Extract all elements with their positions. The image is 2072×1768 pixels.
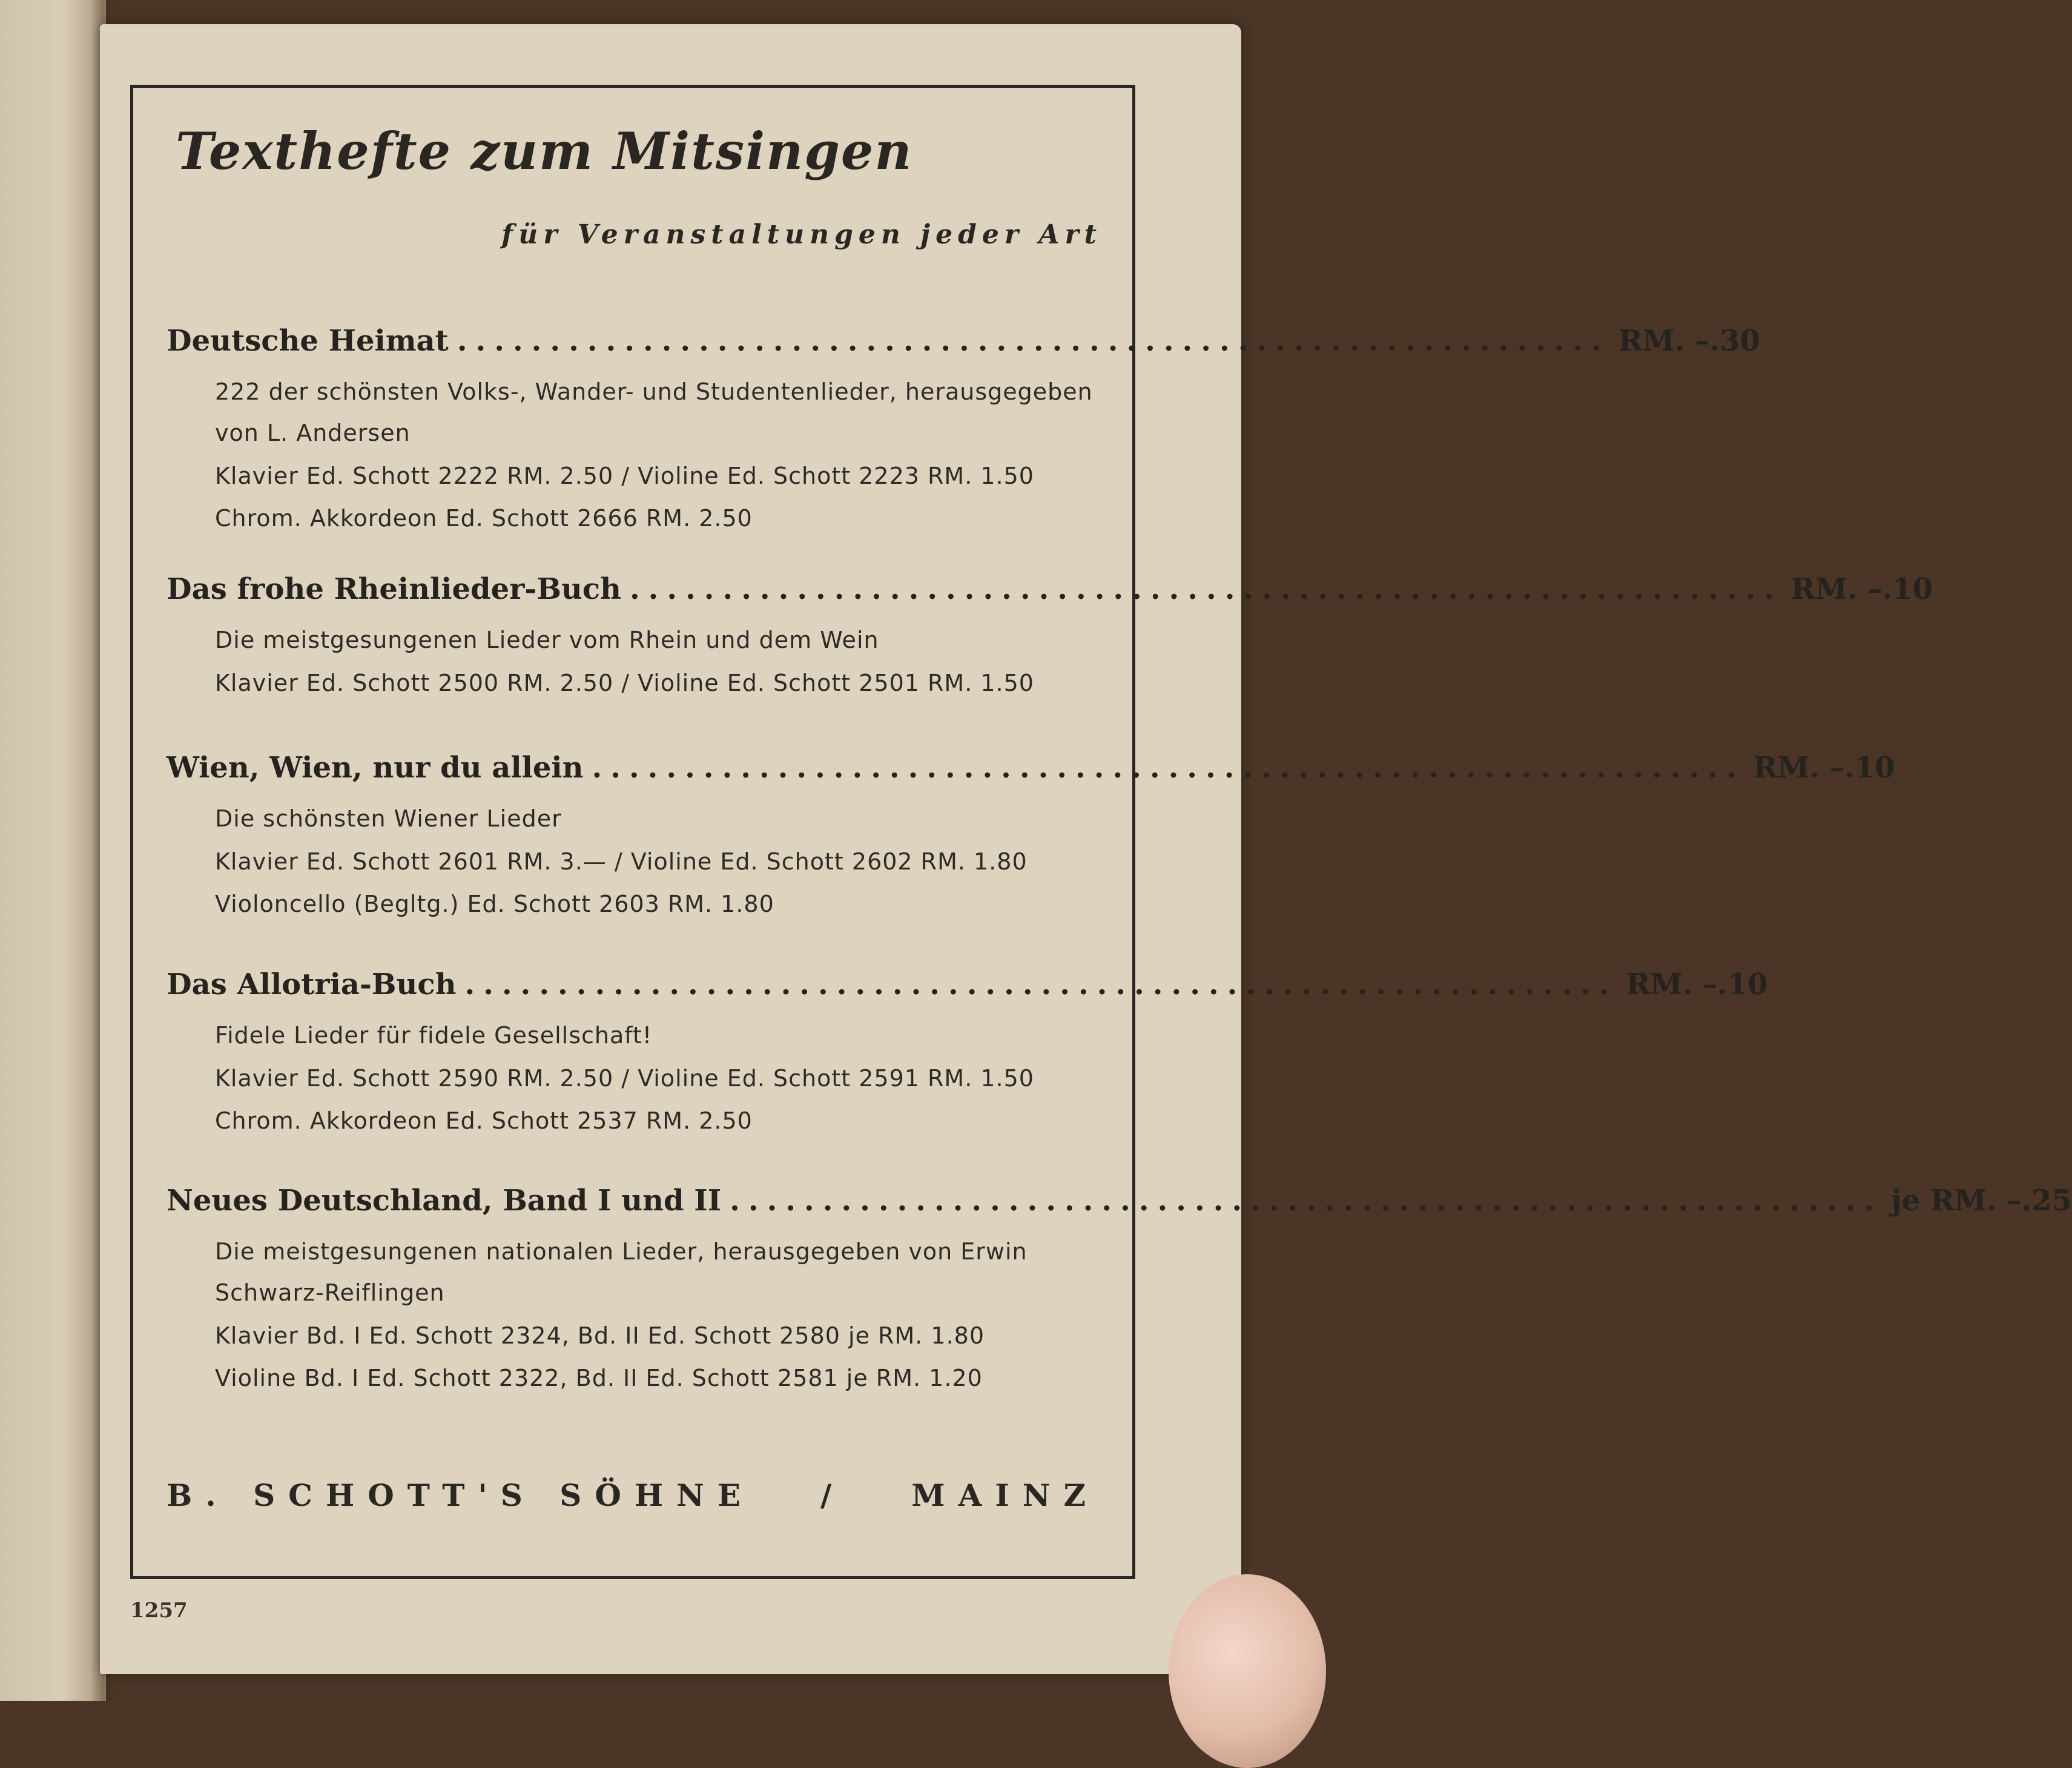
entry-edition: Klavier Bd. I Ed. Schott 2324, Bd. II Ed. Schott 2580 je RM. 1.80 xyxy=(215,1322,985,1349)
entry-edition: Violoncello (Begltg.) Ed. Schott 2603 RM. 1.80 xyxy=(215,891,774,917)
entry-edition: Klavier Ed. Schott 2590 RM. 2.50 / Violine Ed. Schott 2591 RM. 1.50 xyxy=(215,1065,1034,1092)
page-number: 1257 xyxy=(130,1598,188,1623)
entry-heading xyxy=(167,968,1768,1001)
entry-description: Die schönsten Wiener Lieder xyxy=(215,805,562,832)
entry-heading xyxy=(167,572,1933,606)
entry-title: Das frohe Rheinlieder-Buch xyxy=(167,572,621,606)
catalog-entry xyxy=(167,572,1933,703)
entry-edition: Chrom. Akkordeon Ed. Schott 2666 RM. 2.50 xyxy=(215,505,753,532)
entry-description: Die meistgesungenen nationalen Lieder, herausgegeben von Erwin Schwarz-Reiflingen xyxy=(215,1238,1028,1306)
footer-separator: / xyxy=(820,1477,845,1513)
page-subtitle: für Veranstaltungen jeder Art xyxy=(501,219,1102,250)
entry-title: Neues Deutschland, Band I und II xyxy=(167,1184,722,1218)
dot-leader: .............................................................. xyxy=(629,572,1783,606)
entry-edition: Klavier Ed. Schott 2601 RM. 3.— / Violine Ed. Schott 2602 RM. 1.80 xyxy=(215,848,1028,875)
publisher-city: MAINZ xyxy=(911,1477,1099,1513)
entry-title: Deutsche Heimat xyxy=(167,324,449,358)
entry-description: Die meistgesungenen Lieder vom Rhein und dem Wein xyxy=(215,627,879,653)
entry-edition: Chrom. Akkordeon Ed. Schott 2537 RM. 2.50 xyxy=(215,1107,753,1134)
catalog-entry xyxy=(167,324,1760,538)
dot-leader: .............................................................. xyxy=(730,1184,1883,1218)
entry-edition: Violine Bd. I Ed. Schott 2322, Bd. II Ed. Schott 2581 je RM. 1.20 xyxy=(215,1365,983,1391)
entry-price: je RM. –.25 xyxy=(1891,1184,2072,1218)
dot-leader: .............................................................. xyxy=(592,751,1745,785)
thumb xyxy=(1169,1574,1326,1768)
entry-price: RM. –.10 xyxy=(1626,968,1768,1001)
left-page xyxy=(0,0,106,1701)
entry-heading xyxy=(167,1184,2072,1218)
entry-edition: Klavier Ed. Schott 2500 RM. 2.50 / Violine Ed. Schott 2501 RM. 1.50 xyxy=(215,670,1034,696)
entry-heading xyxy=(167,324,1760,358)
publisher-footer xyxy=(167,1477,1099,1513)
catalog-entry xyxy=(167,1184,2072,1398)
dot-leader: .............................................................. xyxy=(464,968,1618,1001)
entry-price: RM. –.30 xyxy=(1618,324,1760,358)
catalog-entry xyxy=(167,968,1768,1141)
entry-price: RM. –.10 xyxy=(1791,572,1933,606)
entry-title: Das Allotria-Buch xyxy=(167,968,457,1001)
entry-description: Fidele Lieder für fidele Gesellschaft! xyxy=(215,1022,653,1049)
entry-edition: Klavier Ed. Schott 2222 RM. 2.50 / Violine Ed. Schott 2223 RM. 1.50 xyxy=(215,463,1034,489)
publisher-name: B. SCHOTT'S SÖHNE xyxy=(167,1477,754,1513)
dot-leader: .............................................................. xyxy=(457,324,1610,358)
page-title: Texthefte zum Mitsingen xyxy=(176,121,913,181)
entry-heading xyxy=(167,751,1895,785)
entry-title: Wien, Wien, nur du allein xyxy=(167,751,584,785)
entry-price: RM. –.10 xyxy=(1753,751,1895,785)
catalog-entry xyxy=(167,751,1895,924)
entry-description: 222 der schönsten Volks-, Wander- und Studentenlieder, herausgegeben von L. Andersen xyxy=(215,378,1093,446)
